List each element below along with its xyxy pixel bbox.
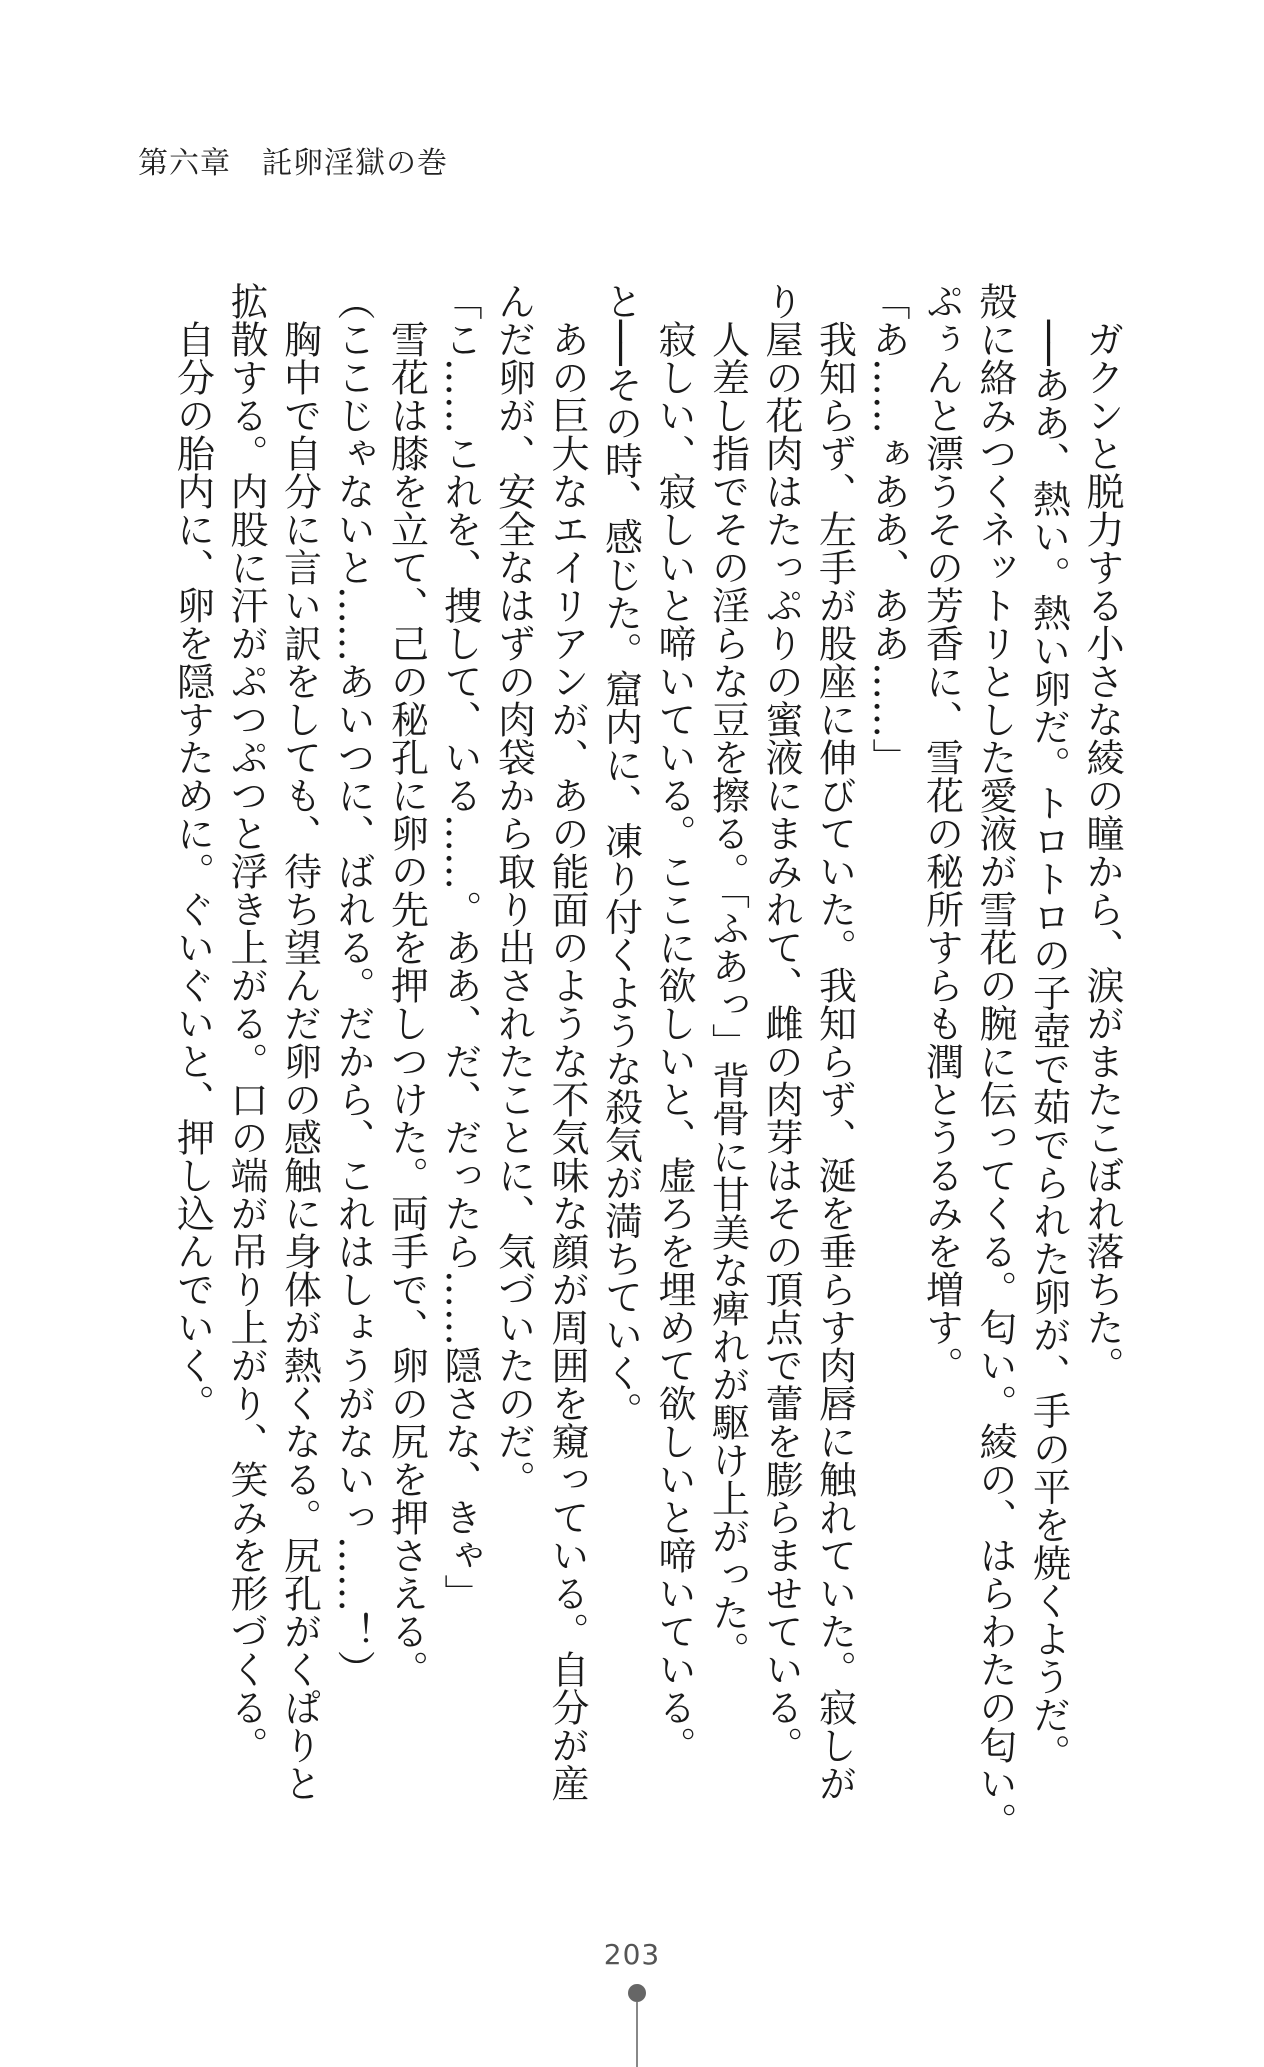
text-line: ──ああ、熱い。熱い卵だ。トロトロの子壺で茹でられた卵が、手の平を焼くようだ。: [1026, 282, 1071, 1772]
text-line: 「あ……ぁああ、ああ……」: [866, 282, 910, 776]
running-head-chapter-title: 第六章 託卵淫獄の巻: [138, 146, 448, 181]
text-line: 雪花は膝を立て、己の秘孔に卵の先を押しつけた。両手で、卵の尻を押さえる。: [384, 282, 429, 1688]
text-line: ぷぅんと漂うその芳香に、雪花の秘所すらも潤とうるみを増す。: [919, 282, 964, 1384]
folio-line-ornament: [636, 2002, 638, 2067]
text-line: 寂しい、寂しいと啼いている。ここに欲しいと、虚ろを埋めて欲しいと啼いている。: [652, 282, 696, 1764]
text-line: 殻に絡みつくネットリとした愛液が雪花の腕に伝ってくる。匂い。綾の、はらわたの匂い。: [973, 282, 1017, 1840]
folio-dot-ornament: [628, 1984, 646, 2002]
page-number: 203: [603, 1938, 661, 1971]
text-line: 胸中で自分に言い訳をしても、待ち望んだ卵の感触に身体が熱くなる。尻孔がくぱりと: [277, 282, 322, 1802]
text-line: 「こ……これを、捜して、いる……。ああ、だ、だったら……隠さな、きゃ」: [438, 282, 482, 1612]
text-line: と──その時、感じた。窟内に、凍り付くような殺気が満ちていく。: [598, 282, 643, 1430]
text-line: 自分の胎内に、卵を隠すために。ぐいぐいと、押し込んでいく。: [170, 282, 215, 1422]
text-line: 拡散する。内股に汗がぷつぷつと浮き上がる。口の端が吊り上がり、笑みを形づくる。: [224, 282, 268, 1764]
vertical-body-text: [165, 282, 1128, 1840]
text-line: 人差し指でその淫らな豆を擦る。「ふあっ」背骨に甘美な痺れが駆け上がった。: [705, 282, 750, 1669]
text-line: んだ卵が、安全なはずの肉袋から取り出されたことに、気づいたのだ。: [491, 282, 536, 1498]
text-line: り屋の花肉はたっぷりの蜜液にまみれて、雌の肉芽はその頂点で蕾を膨らませている。: [759, 282, 803, 1764]
text-line: 我知らず、左手が股座に伸びていた。我知らず、涎を垂らす肉唇に触れていた。寂しが: [812, 282, 857, 1802]
text-line: あの巨大なエイリアンが、あの能面のような不気味な顔が周囲を窺っている。自分が産: [545, 282, 589, 1802]
text-line: （ここじゃないと……あいつに、ばれる。だから、これはしょうがないっ……！）: [331, 282, 375, 1688]
text-line: ガクンと脱力する小さな綾の瞳から、涙がまたこぼれ落ちた。: [1080, 282, 1124, 1384]
